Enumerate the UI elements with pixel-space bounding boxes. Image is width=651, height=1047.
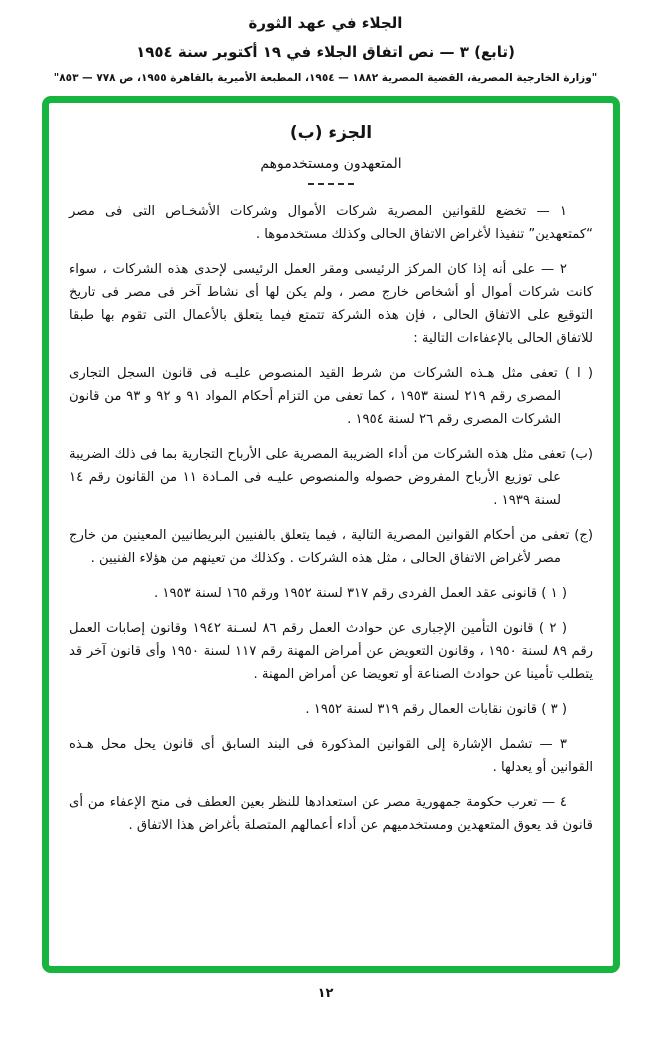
clause-2: ٢ — على أنه إذا كان المركز الرئيسى ومقر العمل الرئيسى لإحدى هذه الشركات ، سواء كانت شركات أموال أو أشخاص خارج مصر ، ولم يكن لها أى نشاط آخر فى مصر فى تاريخ التوقيع على الاتفاق الحالى ، فإن هذه الشركة تتمتع فيما يتعلق بالأعمال التى تقوم بها طبقا للاتفاق الحالى بالإعفاءات التالية : [69, 262, 593, 346]
green-highlight-box [42, 96, 620, 973]
separator-rule [308, 183, 354, 185]
exemption-item-b: (ب) تعفى مثل هذه الشركات من أداء الضريبة المصرية على الأرباح التجارية بما فى ذلك الضريبة على توزيع الأرباح المفروض حصوله والمنصوص عليـه فى المـادة ١١ من القانون رقم ١٤ لسنة ١٩٣٩ . [69, 447, 593, 508]
law-subitem-2: ( ٢ ) قانون التأمين الإجبارى عن حوادث العمل رقم ٨٦ لسـنة ١٩٤٢ وقانون إصابات العمل رقم ٨٩ لسنة ١٩٥٠ ، وقانون التعويض عن أمراض المهنة رقم ١١٧ لسنة ١٩٥٠ وأى قانون آخر قد يتطلب تأمينا عن حوادث الصناعة أو تعويضا عن أمراض المهنة . [69, 621, 593, 682]
page-header [0, 0, 651, 85]
law-subitem-3: ( ٣ ) قانون نقابات العمال رقم ٣١٩ لسنة ١٩٥٢ . [305, 702, 567, 717]
exemption-item-j: (ج) تعفى من أحكام القوانين المصرية التالية ، فيما يتعلق بالفنيين البريطانيين المعينين من خارج مصر لأغراض الاتفاق الحالى ، مثل هذه الشركات . وكذلك من تعينهم من هؤلاء الفنيين . [69, 528, 593, 566]
page-number: ١٢ [317, 986, 334, 1001]
clause-3: ٣ — تشمل الإشارة إلى القوانين المذكورة فى البند السابق أى قانون يحل محل هـذه القوانين أو يعدلها . [69, 737, 593, 775]
source-citation: "وزارة الخارجية المصرية، القضية المصرية ١٨٨٢ — ١٩٥٤، المطبعة الأميرية بالقاهرة ١٩٥٥، ص ٧٧٨ — ٨٥٣" [53, 72, 598, 84]
law-subitem-1: ( ١ ) قانونى عقد العمل الفردى رقم ٣١٧ لسنة ١٩٥٢ ورقم ١٦٥ لسنة ١٩٥٣ . [153, 586, 567, 601]
clause-1: ١ — تخضع للقوانين المصرية شركات الأموال وشركات الأشخـاص التى فى مصر “كمتعهدين” تنفيذا لأغراض الاتفاق الحالى وكذلك مستخدموها . [69, 204, 593, 242]
part-subtitle: المتعهدون ومستخدموهم [260, 156, 402, 172]
exemption-item-a: ( ا ) تعفى مثل هـذه الشركات من شرط القيد المنصوص عليـه فى قانون السجل التجارى المصرى رقم ٢١٩ لسنة ١٩٥٣ ، كما تعفى من التزام أحكام المواد ٩١ و ٩٢ و ٩٣ من قانون الشركات المصرى رقم ٢٦ لسنة ١٩٥٤ . [69, 366, 593, 427]
section-heading: (تابع) ٣ — نص اتفاق الجلاء في ١٩ أكتوبر سنة ١٩٥٤ [136, 43, 515, 61]
part-title: الجزء (ب) [289, 123, 373, 143]
clause-4: ٤ — تعرب حكومة جمهورية مصر عن استعدادها للنظر بعين العطف فى منح الإعفاء من أى قانون قد يعوق المتعهدين ومستخدميهم عن أداء أعمالهم المتصلة بأغراض هذا الاتفاق . [69, 795, 593, 833]
agreement-text-body [49, 103, 613, 847]
book-title: الجلاء في عهد الثورة [248, 14, 403, 32]
